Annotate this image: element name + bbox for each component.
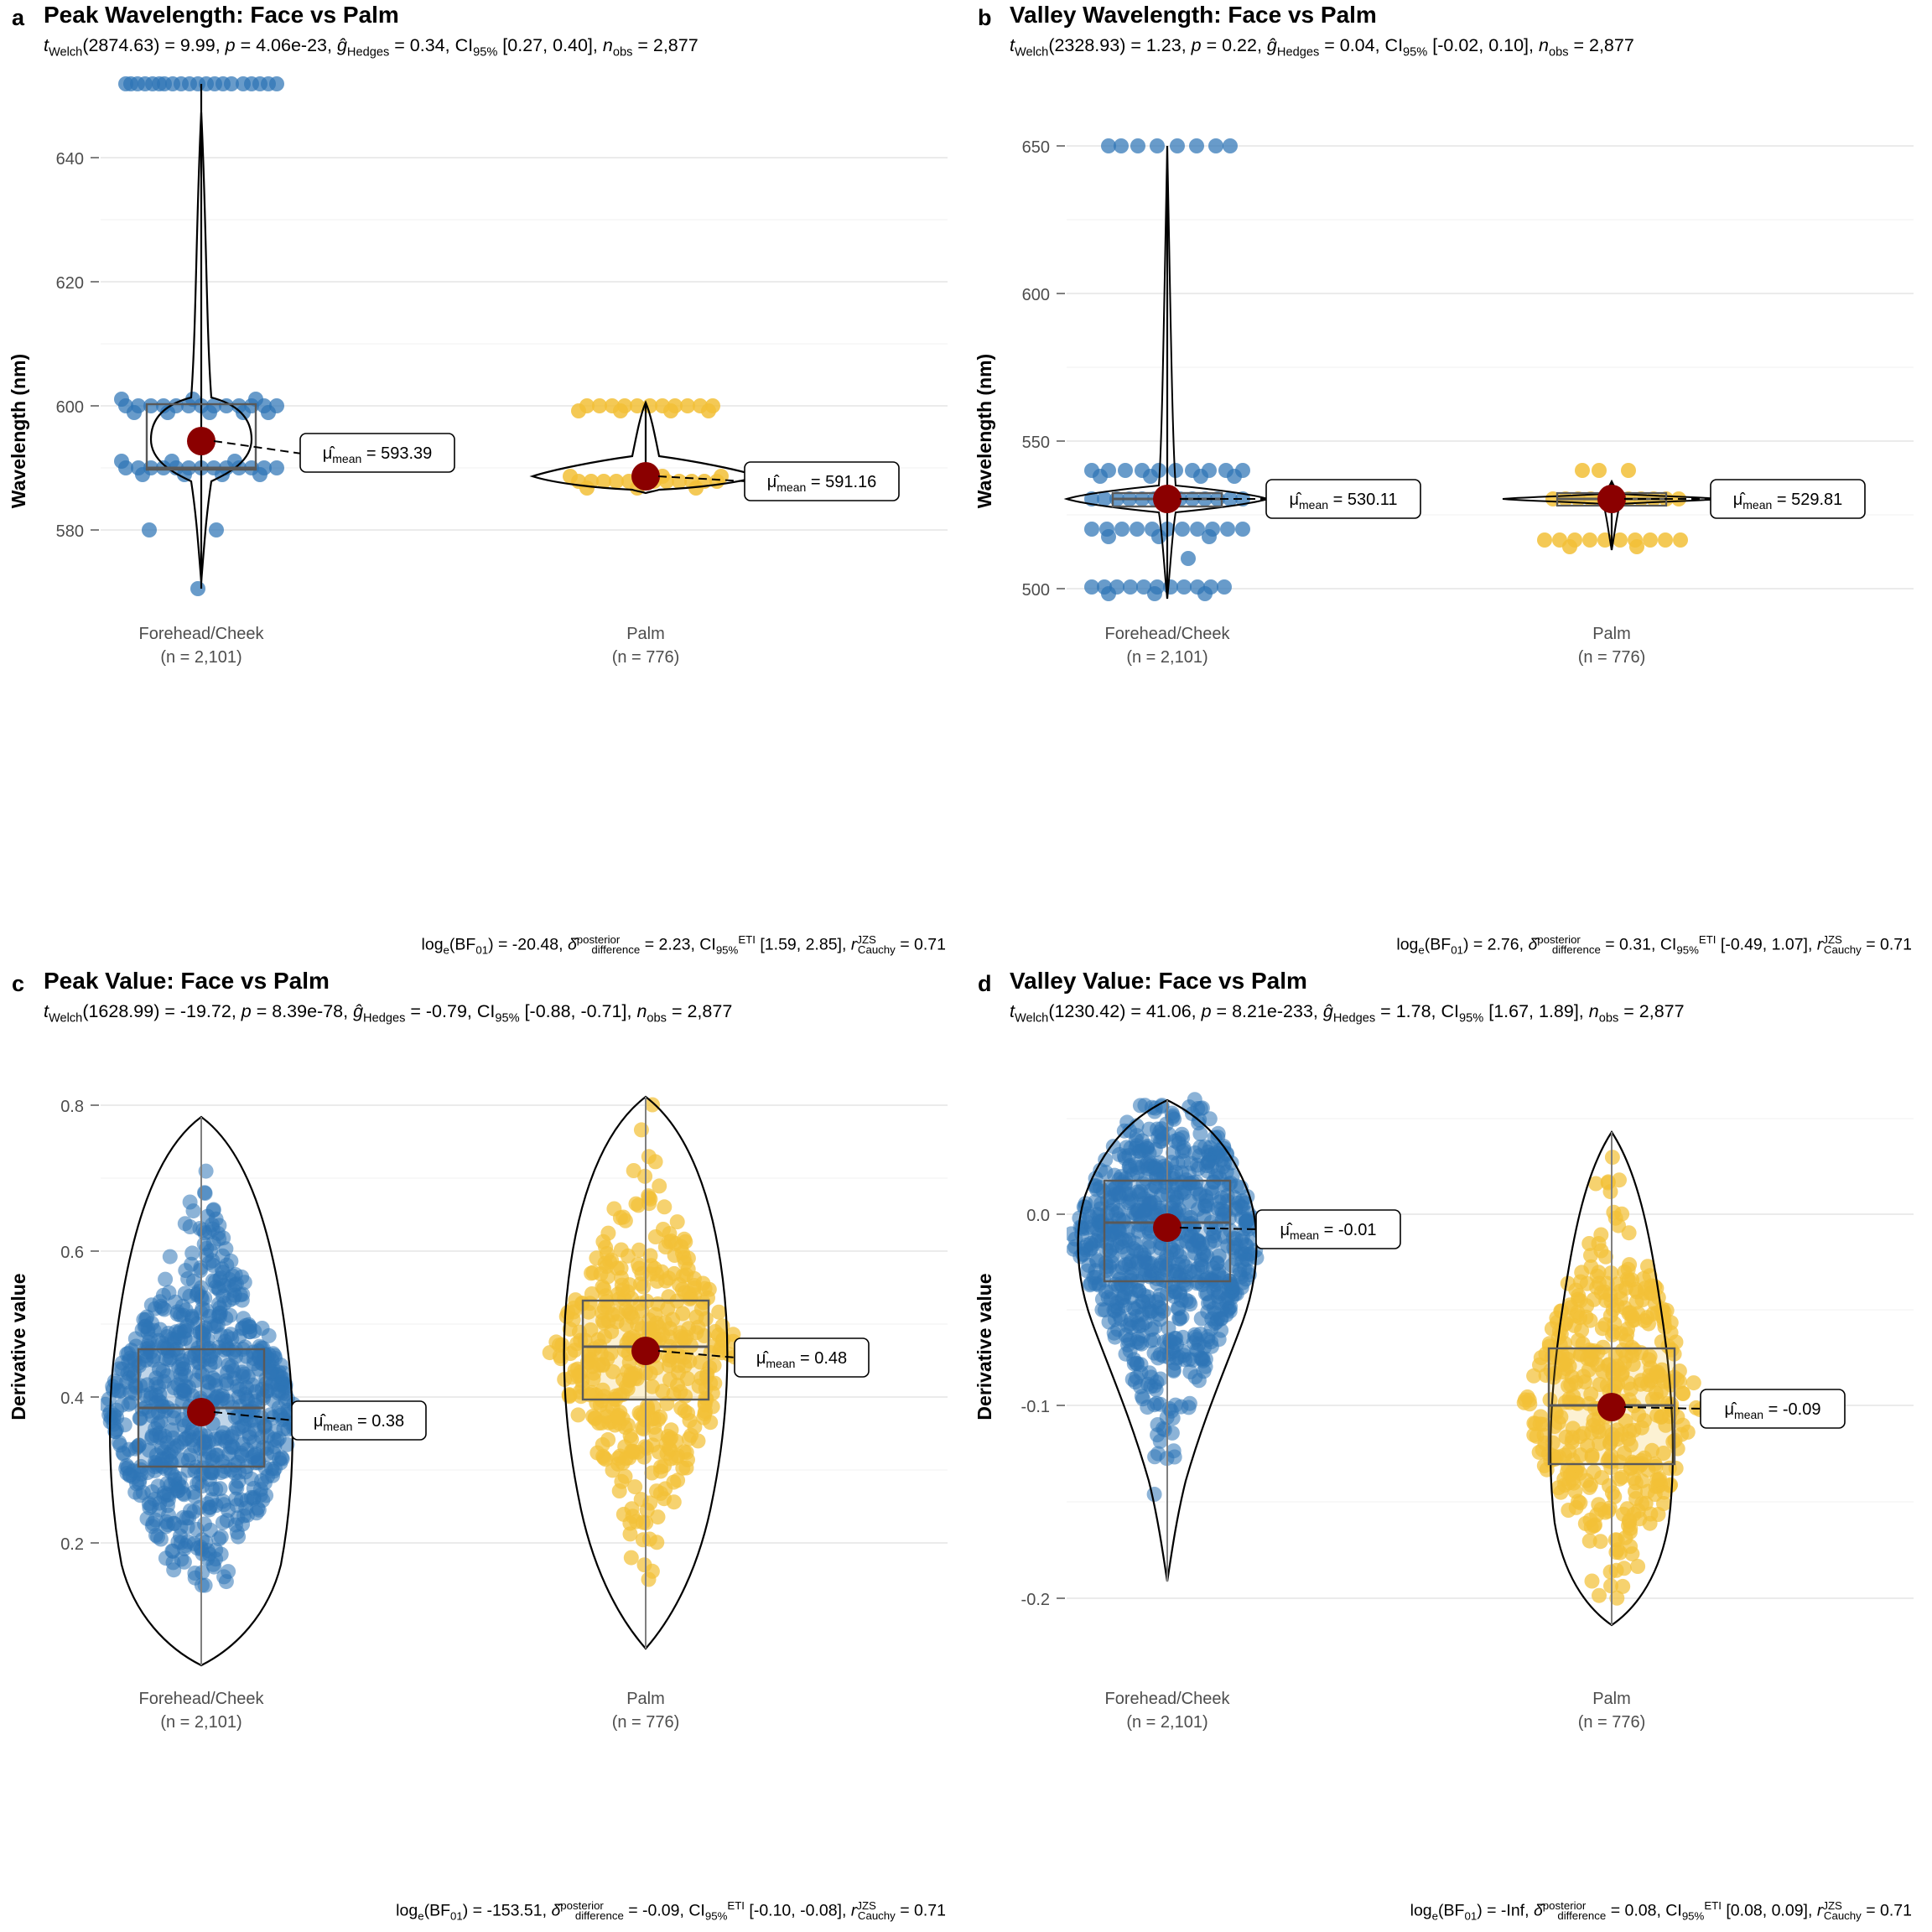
panel-subtitle-d: $t_{Welch}(1230.42) = 41.06$, p = 8.21e-233, $ĝ_{Hedges} = 1.78$, $CI_{95\%}$ [1.67, 1.89], $n_{obs} = 2,877$ — [1010, 1001, 1685, 1026]
panel-footer-b: $\log_e(BF_{01}) = 2.76$, δ̂$^{posterior}_{difference}$ = 0.31, $CI_{95\%}^{ETI}$ [-0.49, 1.07], $r^{JZS}_{Cauchy} = 0.71$ — [1396, 932, 1912, 956]
group-face-a — [114, 76, 454, 596]
panel-subtitle-a: $t_{Welch}(2874.63) = 9.99$, p = 4.06e-23, $ĝ_{Hedges} = 0.34$, $CI_{95\%}$ [0.27, 0.40], $n_{obs} = 2,877$ — [44, 35, 699, 60]
plot-svg-c — [0, 1028, 966, 1883]
svg-text:-0.2: -0.2 — [1021, 1591, 1050, 1609]
y-tick-labels-b — [1022, 138, 1065, 600]
y-axis-title-d: Derivative value — [974, 1273, 995, 1420]
panel-title-b: Valley Wavelength: Face vs Palm — [1010, 2, 1377, 28]
cat-n-palm-b: (n = 776) — [1577, 648, 1646, 667]
panel-tag-d: d — [978, 971, 992, 996]
cat-n-palm-d: (n = 776) — [1577, 1713, 1646, 1732]
cat-label-palm-d: Palm — [1592, 1690, 1631, 1708]
mean-label-face-d: $\mû_{mean} = -0.01$ — [1280, 1221, 1377, 1242]
plot-area-d — [966, 1028, 1932, 1883]
plot-area-b — [966, 62, 1932, 917]
mean-point-palm-d — [1597, 1393, 1626, 1421]
y-tick-labels-c — [60, 1098, 99, 1554]
svg-text:-0.1: -0.1 — [1021, 1398, 1050, 1416]
svg-text:580: 580 — [55, 522, 84, 541]
mean-label-face-b: $\mû_{mean} = 530.11$ — [1289, 491, 1398, 512]
mean-label-palm-c: $\mû_{mean} = 0.48$ — [756, 1349, 848, 1370]
panel-title-d: Valley Value: Face vs Palm — [1010, 968, 1307, 994]
mean-label-face-a: $\mû_{mean} = 593.39$ — [322, 444, 433, 465]
svg-text:0.0: 0.0 — [1026, 1207, 1050, 1225]
cat-label-face-b: Forehead/Cheek — [1104, 625, 1230, 643]
panel-b — [966, 0, 1932, 966]
svg-text:640: 640 — [55, 150, 84, 169]
mean-point-palm-b — [1597, 485, 1626, 513]
svg-text:600: 600 — [55, 398, 84, 417]
x-tick-labels-b — [1105, 625, 1646, 667]
plot-svg-d — [966, 1028, 1932, 1883]
x-tick-labels-c — [139, 1690, 680, 1732]
svg-text:650: 650 — [1021, 138, 1050, 157]
plot-svg-b — [966, 62, 1932, 917]
mean-point-palm-c — [631, 1337, 660, 1365]
panel-c — [0, 966, 966, 1932]
mean-point-face-b — [1153, 485, 1182, 513]
panel-subtitle-b: $t_{Welch}(2328.93) = 1.23$, p = 0.22, $ĝ_{Hedges} = 0.04$, $CI_{95\%}$ [-0.02, 0.10], $n_{obs} = 2,877$ — [1010, 35, 1634, 60]
mean-point-face-d — [1153, 1213, 1182, 1242]
gridlines-b — [1067, 146, 1914, 589]
y-tick-labels-d — [1021, 1207, 1065, 1609]
panel-d — [966, 966, 1932, 1932]
panel-tag-c: c — [12, 971, 25, 996]
cat-n-face-d: (n = 2,101) — [1126, 1713, 1208, 1732]
plot-area-a — [0, 62, 966, 917]
panel-footer-a: $\log_e(BF_{01}) = -20.48$, δ̂$^{posterior}_{difference}$ = 2.23, $CI_{95\%}^{ETI}$ [1.59, 2.85], $r^{JZS}_{Cauchy} = 0.71$ — [421, 932, 946, 956]
mean-point-face-a — [187, 427, 216, 455]
jitter-points-face-d — [1063, 1092, 1266, 1502]
y-axis-title-b: Wavelength (nm) — [974, 353, 995, 509]
mean-label-palm-b: $\mû_{mean} = 529.81$ — [1732, 491, 1843, 512]
y-tick-labels-a — [56, 150, 99, 541]
panel-title-a: Peak Wavelength: Face vs Palm — [44, 2, 399, 28]
group-palm-b — [1503, 463, 1865, 554]
mean-leader-face-a — [214, 441, 302, 454]
y-axis-title-c: Derivative value — [8, 1273, 29, 1420]
mean-label-palm-d: $\mû_{mean} = -0.09$ — [1724, 1400, 1821, 1421]
svg-text:550: 550 — [1021, 434, 1050, 452]
cat-n-face-c: (n = 2,101) — [160, 1713, 242, 1732]
svg-text:0.8: 0.8 — [60, 1098, 84, 1116]
plot-area-c — [0, 1028, 966, 1883]
mean-label-palm-a: $\mû_{mean} = 591.16$ — [766, 473, 877, 494]
y-axis-title-a: Wavelength (nm) — [8, 353, 29, 509]
cat-label-palm-b: Palm — [1592, 625, 1631, 643]
svg-text:620: 620 — [55, 274, 84, 293]
panel-footer-c: $\log_e(BF_{01}) = -153.51$, δ̂$^{posterior}_{difference}$ = -0.09, $CI_{95\%}^{ETI}$ [-0.10, -0.08], $r^{JZS}_{Cauchy} = 0.71$ — [396, 1898, 946, 1922]
cat-label-palm-a: Palm — [626, 625, 665, 643]
svg-text:500: 500 — [1021, 581, 1050, 600]
cat-n-palm-a: (n = 776) — [611, 648, 680, 667]
x-tick-labels-d — [1105, 1690, 1646, 1732]
mean-point-face-c — [187, 1398, 216, 1426]
violin-palm-c — [564, 1097, 869, 1649]
cat-label-face-d: Forehead/Cheek — [1104, 1690, 1230, 1708]
svg-text:0.2: 0.2 — [60, 1535, 84, 1554]
group-face-b — [1067, 138, 1420, 601]
panel-a — [0, 0, 966, 966]
panel-title-c: Peak Value: Face vs Palm — [44, 968, 330, 994]
cat-label-palm-c: Palm — [626, 1690, 665, 1708]
plot-svg-a — [0, 62, 966, 917]
cat-n-face-a: (n = 2,101) — [160, 648, 242, 667]
svg-text:0.6: 0.6 — [60, 1244, 84, 1262]
x-tick-labels-a — [139, 625, 680, 667]
svg-text:600: 600 — [1021, 286, 1050, 304]
panel-footer-d: $\log_e(BF_{01}) = -Inf$, δ̂$^{posterior}_{difference}$ = 0.08, $CI_{95\%}^{ETI}$ [0.08, 0.09], $r^{JZS}_{Cauchy} = 0.71$ — [1410, 1898, 1912, 1922]
svg-text:0.4: 0.4 — [60, 1389, 84, 1408]
panel-tag-b: b — [978, 5, 992, 30]
panel-subtitle-c: $t_{Welch}(1628.99) = -19.72$, p = 8.39e-78, $ĝ_{Hedges} = -0.79$, $CI_{95\%}$ [-0.88, -0.71], $n_{obs} = 2,877$ — [44, 1001, 733, 1026]
group-palm-a — [532, 398, 899, 501]
mean-label-face-c: $\mû_{mean} = 0.38$ — [313, 1412, 405, 1433]
cat-n-palm-c: (n = 776) — [611, 1713, 680, 1732]
panel-tag-a: a — [12, 5, 25, 30]
cat-label-face-a: Forehead/Cheek — [138, 625, 264, 643]
cat-label-face-c: Forehead/Cheek — [138, 1690, 264, 1708]
cat-n-face-b: (n = 2,101) — [1126, 648, 1208, 667]
mean-point-palm-a — [631, 462, 660, 491]
